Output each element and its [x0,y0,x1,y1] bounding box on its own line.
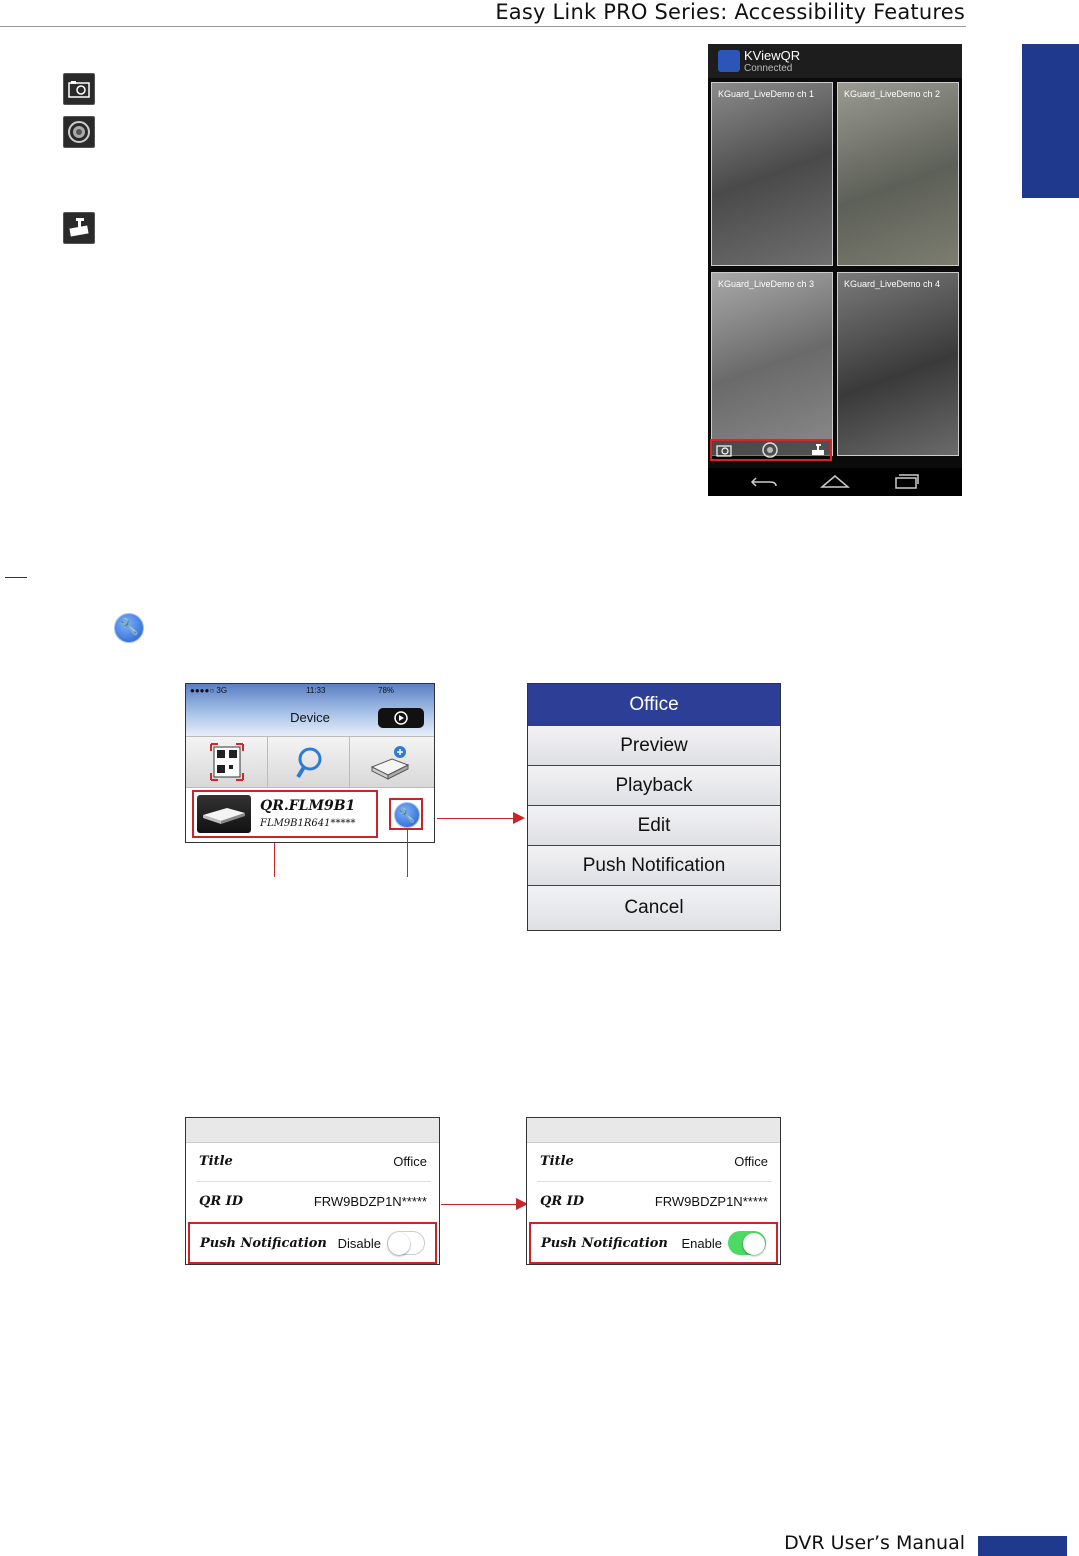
header-divider [0,26,966,27]
toggle-knob [388,1233,410,1255]
device-toolbar [186,736,434,788]
arrow-head-icon [513,812,525,824]
menu-header: Office [528,684,780,726]
qr-id-value: FRW9BDZP1N***** [313,1194,427,1209]
panel-header [186,1118,439,1143]
add-device-button[interactable] [350,737,432,787]
device-name: QR.FLM9B1 [260,798,356,814]
menu-item-cancel[interactable]: Cancel [528,886,780,930]
device-list-screenshot [185,683,435,843]
app-logo-icon [718,50,740,72]
android-nav-bar [708,468,962,496]
wrench-icon: 🔧 [394,802,420,828]
device-header [186,684,434,736]
push-notification-row [529,1222,778,1264]
device-settings-button[interactable] [389,798,423,830]
home-icon[interactable] [820,473,850,489]
push-notification-status: Enable [681,1236,722,1251]
recent-apps-icon[interactable] [894,473,920,489]
clock: 11:33 [306,686,326,695]
callout-line-settings [407,830,408,877]
speaker-icon [63,116,95,148]
title-value[interactable]: Office [734,1154,768,1169]
qr-id-label: QR ID [540,1194,585,1209]
dvr-icon [197,795,251,833]
qr-id-label: QR ID [199,1194,244,1209]
row-divider [537,1181,772,1182]
device-screen-title: Device [290,710,330,725]
note-underline [5,577,27,578]
push-notification-status: Disable [337,1236,381,1251]
menu-item-push-notification[interactable]: Push Notification [528,846,780,886]
device-id: FLM9B1R641***** [260,818,356,829]
push-notification-row [188,1222,437,1264]
camera-icon [63,73,95,105]
menu-item-playback[interactable]: Playback [528,766,780,806]
page-footer-title: DVR User’s Manual [784,1532,965,1554]
camera-view-4[interactable]: KGuard_LiveDemo ch 4 [837,272,959,456]
menu-item-edit[interactable]: Edit [528,806,780,846]
arrow-line-panels [441,1204,519,1205]
camera-view-2[interactable]: KGuard_LiveDemo ch 2 [837,82,959,266]
chapter-tab [1022,44,1079,198]
qr-scan-button[interactable] [186,737,268,787]
ptz-icon [63,212,95,244]
play-search-icon [392,709,410,727]
callout-line-device [274,843,275,877]
camera-view-3[interactable]: KGuard_LiveDemo ch 3 [711,272,833,456]
qr-id-value: FRW9BDZP1N***** [654,1194,768,1209]
search-device-button[interactable] [268,737,350,787]
app-title: KViewQR [744,48,801,63]
live-view-toolbar [710,439,832,461]
phone-screenshot [708,44,962,496]
settings-panel-disabled [185,1117,440,1265]
page-number-bar [978,1536,1067,1556]
row-divider [196,1181,431,1182]
back-icon[interactable] [750,474,778,490]
app-bar [708,44,962,78]
toggle-knob [743,1233,765,1255]
camera-view-1[interactable]: KGuard_LiveDemo ch 1 [711,82,833,266]
carrier-status: ●●●●○ 3G [190,686,228,695]
push-notification-toggle[interactable] [728,1231,766,1255]
add-dvr-icon [368,743,412,781]
arrow-line-to-menu [437,818,515,819]
speaker-icon[interactable] [762,442,778,458]
push-notification-label: Push Notification [200,1236,327,1251]
wrench-icon: 🔧 [114,613,144,643]
title-label: Title [540,1154,574,1169]
title-label: Title [199,1154,233,1169]
app-status: Connected [744,63,793,74]
camera-icon[interactable] [716,443,732,457]
device-list-item[interactable] [192,790,378,838]
device-action-menu [527,683,781,931]
push-notification-toggle[interactable] [387,1231,425,1255]
title-value[interactable]: Office [393,1154,427,1169]
push-notification-label: Push Notification [541,1236,668,1251]
search-icon [292,743,326,781]
qr-code-icon [210,743,244,781]
page-header-title: Easy Link PRO Series: Accessibility Features [495,0,965,24]
playback-button[interactable] [378,708,424,728]
battery-status: 78% [378,686,395,695]
ptz-icon[interactable] [810,443,826,457]
panel-header [527,1118,780,1143]
menu-item-preview[interactable]: Preview [528,726,780,766]
settings-panel-enabled [526,1117,781,1265]
